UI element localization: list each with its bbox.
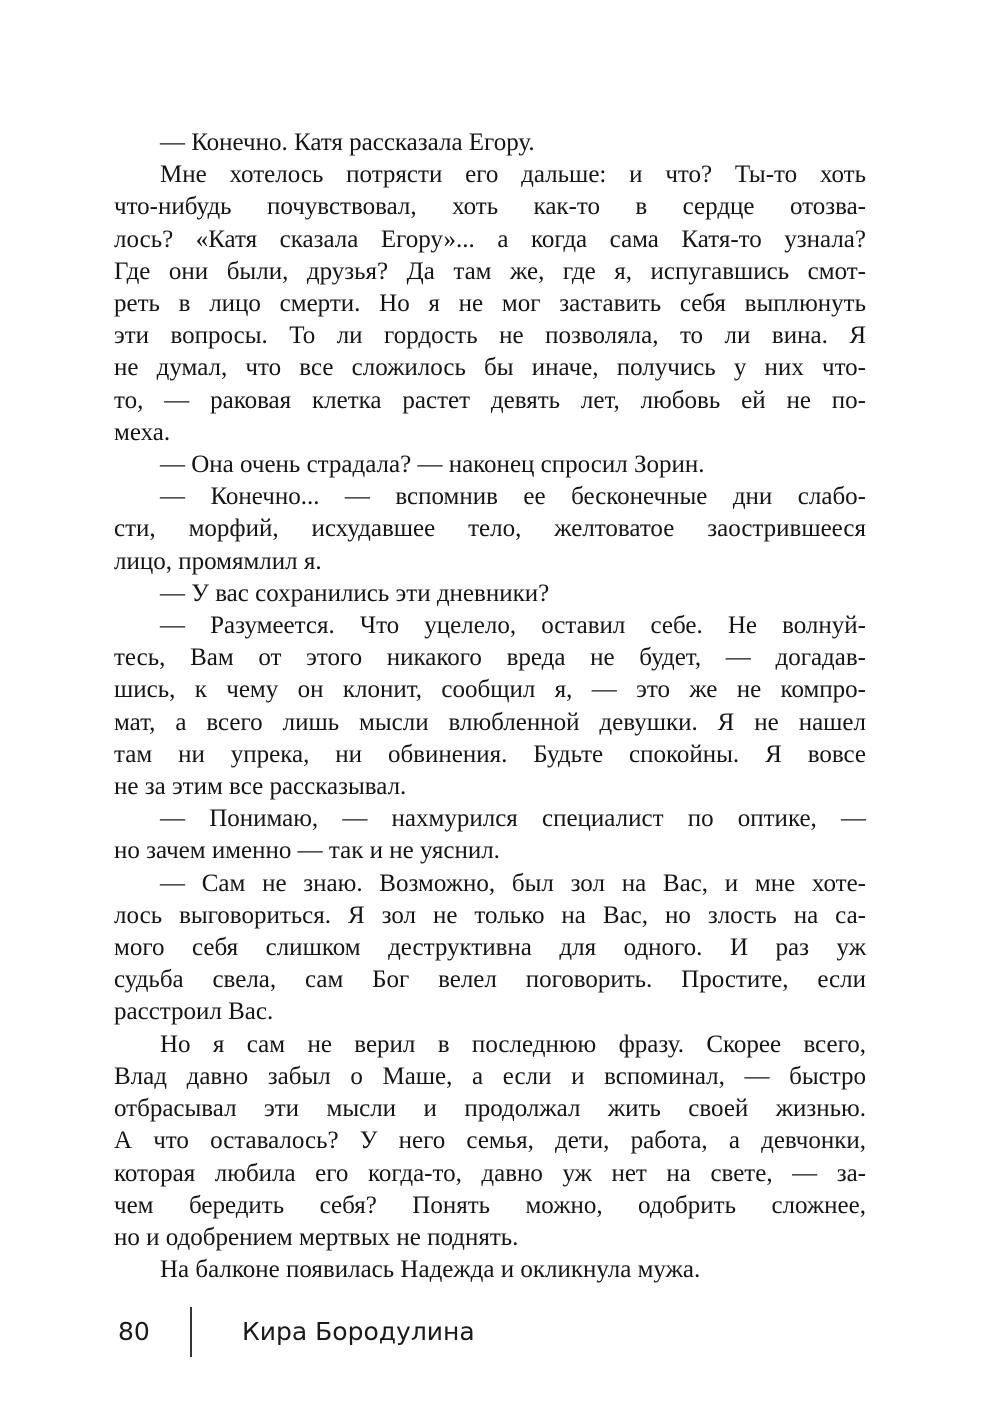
text-line: — Понимаю, — нахмурился специалист по оптике, — [160,805,866,833]
text-line: Где они были, друзья? Да там же, где я, испугавшись смот- [114,257,866,285]
text-line: чем бередить себя? Понять можно, одобрить сложнее, [114,1191,866,1219]
text-line: но зачем именно — так и не уяснил. [114,837,500,865]
text-line: эти вопросы. То ли гордость не позволяла, то ли вина. Я [114,322,866,350]
text-line: отбрасывал эти мысли и продолжал жить своей жизнью. [114,1095,866,1123]
text-line: не за этим все рассказывал. [114,773,407,801]
text-line: там ни упрека, ни обвинения. Будьте спокойны. Я вовсе [114,740,866,768]
text-line: что-нибудь почувствовал, хоть как-то в сердце отозва- [114,193,866,221]
text-line: Но я сам не верил в последнюю фразу. Скорее всего, [160,1030,866,1058]
text-line: реть в лицо смерти. Но я не мог заставить себя выплюнуть [114,290,866,318]
text-line: А что оставалось? У него семья, дети, работа, а девчонки, [114,1127,866,1155]
text-line: не думал, что все сложилось бы иначе, получись у них что- [114,354,866,382]
text-line: лось? «Катя сказала Егору»... а когда сама Катя-то узнала? [114,225,866,253]
text-line: меха. [114,418,171,446]
text-line: но и одобрением мертвых не поднять. [114,1223,519,1251]
text-line: — Сам не знаю. Возможно, был зол на Вас, и мне хоте- [160,869,866,897]
text-line: — У вас сохранились эти дневники? [160,579,550,607]
text-line: На балконе появилась Надежда и окликнула мужа. [160,1256,701,1284]
page-number: 80 [118,1317,150,1346]
text-line: судьба свела, сам Бог велел поговорить. Простите, если [114,966,866,994]
text-line: — Разумеется. Что уцелело, оставил себе. Не волнуй- [160,612,866,640]
text-line: Влад давно забыл о Маше, а если и вспоминал, — быстро [114,1062,866,1090]
text-line: лось выговориться. Я зол не только на Вас, но злость на са- [114,901,866,929]
text-line: которая любила его когда-то, давно уж нет на свете, — за- [114,1159,866,1187]
text-line: шись, к чему он клонит, сообщил я, — это же не компро- [114,676,866,704]
text-line: расстроил Вас. [114,998,274,1026]
page-footer [114,1305,866,1361]
text-line: Мне хотелось потрясти его дальше: и что? Ты-то хоть [160,161,866,189]
text-line: лицо, промямлил я. [114,547,322,575]
text-line: тесь, Вам от этого никакого вреда не будет, — догадав- [114,644,866,672]
footer-author: Кира Бородулина [242,1317,475,1346]
text-line: то, — раковая клетка растет девять лет, любовь ей не по- [114,386,866,414]
text-line: сти, морфий, исхудавшее тело, желтоватое заострившееся [114,515,866,543]
page-text [114,127,866,1286]
text-line: — Она очень страдала? — наконец спросил Зорин. [160,451,705,479]
text-line: мого себя слишком деструктивна для одного. И раз уж [114,934,866,962]
text-line: — Конечно... — вспомнив ее бесконечные дни слабо- [160,483,866,511]
text-line: мат, а всего лишь мысли влюбленной девушки. Я не нашел [114,708,866,736]
footer-divider [190,1307,192,1357]
text-line: — Конечно. Катя рассказала Егору. [160,129,535,156]
